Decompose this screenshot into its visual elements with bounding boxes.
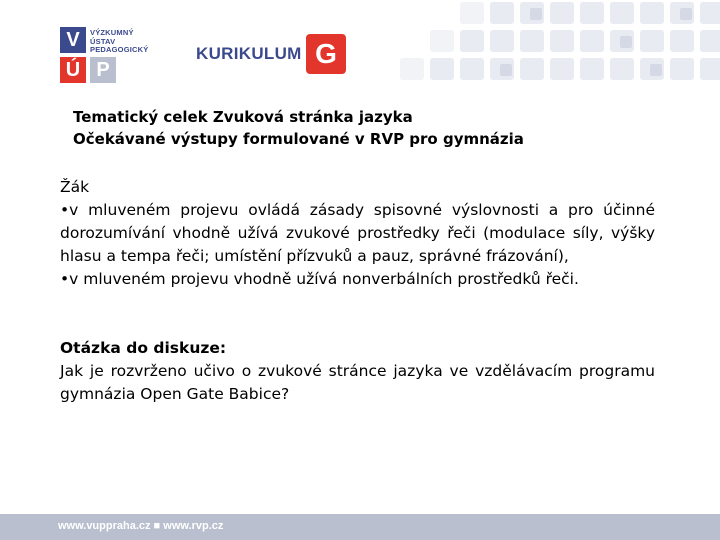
- vup-logo-text: [90, 29, 148, 55]
- kurikulum-logo-g: G: [306, 34, 346, 74]
- vup-logo-letter-v: V: [60, 27, 86, 53]
- kurikulum-logo-text: KURIKULUM: [196, 44, 302, 63]
- footer-links: www.vuppraha.cz ■ www.rvp.cz: [58, 520, 224, 532]
- vup-logo: [60, 27, 160, 89]
- discussion-question: [60, 337, 655, 406]
- outcomes-text: [60, 176, 655, 291]
- outcome-bullet: •v mluveném projevu ovládá zásady spisovné výslovnosti a pro účinné dorozumívání vhodně užívá zvukové prostředky řeči (modulace síly, výšky hlasu a tempa řeči; umístění přízvuků a pauz, správné frázování),: [60, 201, 655, 265]
- subject-label: Žák: [60, 178, 90, 196]
- question-text: Jak je rozvrženo učivo o zvukové stránce jazyka ve vzdělávacím programu gymnázia Open Gate Babice?: [60, 362, 655, 403]
- slide-heading: [73, 106, 524, 150]
- vup-logo-text-line: ÚSTAV: [90, 36, 116, 46]
- vup-logo-text-line: PEDAGOGICKÝ: [90, 45, 149, 54]
- heading-outcomes: Očekávané výstupy formulované v RVP pro gymnázia: [73, 130, 524, 148]
- question-title: Otázka do diskuze:: [60, 339, 227, 357]
- vup-logo-letter-p: P: [90, 57, 116, 83]
- outcome-bullet: •v mluveném projevu vhodně užívá nonverbálních prostředků řeči.: [60, 270, 579, 288]
- vup-logo-letter-u: Ú: [60, 57, 86, 83]
- vup-logo-text-line: VÝZKUMNÝ: [90, 28, 134, 37]
- heading-topic: Tematický celek Zvuková stránka jazyka: [73, 108, 413, 126]
- footer-bar: [0, 514, 720, 540]
